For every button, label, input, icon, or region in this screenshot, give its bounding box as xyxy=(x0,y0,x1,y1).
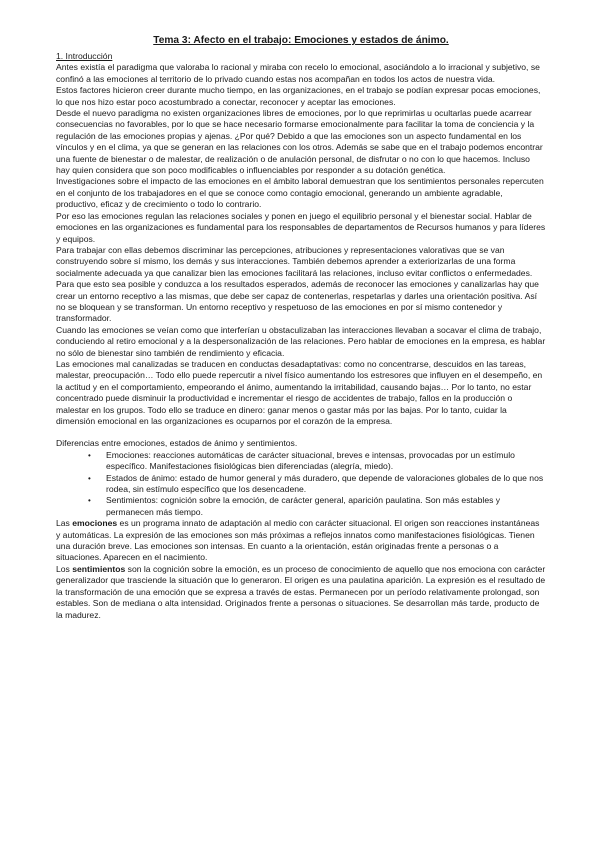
bullet-list xyxy=(56,450,546,518)
list-item-text: Sentimientos: cognición sobre la emoción, de carácter general, aparición paulatina. Son más estables y permanecen más tiempo. xyxy=(106,495,501,517)
list-item-text: Estados de ánimo: estado de humor general y más duradero, que depende de valoraciones globales de lo que nos rodea, sin estímulo específico que los desencadene. xyxy=(106,472,544,495)
spacer xyxy=(56,427,546,438)
paragraph: Por eso las emociones regulan las relaciones sociales y ponen en juego el equilibrio personal y el bienestar social. Hablar de emociones en las organizaciones es fundamental para los responsables de departamentos de Recursos humanos y para líderes y equipos. xyxy=(56,210,546,244)
sentimientos-text: son la cognición sobre la emoción, es un proceso de conocimiento de aquello que nos emociona con carácter generalizador que trasciende la situación que lo generaron. El origen es una paulatina aparición. La expresión es el resultado de la transformación de una emoción que se expresa a través de estas. Permanecen por un período relativamente prolongad, son estables. Son de mediana o alta intensidad. Originados frente a personas o situaciones. Se desarrollan más tarde, producto de la madurez. xyxy=(56,563,546,620)
paragraph: Antes existía el paradigma que valoraba lo racional y miraba con recelo lo emocional, asociándolo a lo irracional y subjetivo, se confinó a las emociones al territorio de lo privado cuando estas nos acompañan en todos los actos de nuestra vida. xyxy=(56,62,540,84)
emociones-text: es un programa innato de adaptación al medio con carácter situacional. El origen son reacciones instantáneas y automáticas. La expresión de las emociones son más próximas a reflejos innatos como manifestaciones fisiológicas. Tienen una duración breve. Las emociones son intensas. En cuanto a la orientación, están originadas frente a personas o a situaciones. Aparecen en el nacimiento. xyxy=(56,518,540,563)
bullet-icon: • xyxy=(88,473,91,483)
differences-heading: Diferencias entre emociones, estados de ánimo y sentimientos. xyxy=(56,438,298,449)
list-item xyxy=(88,449,546,473)
emociones-lead: Las xyxy=(56,518,73,529)
list-item xyxy=(88,472,546,496)
document-page xyxy=(56,34,546,621)
section-heading: 1. Introducción xyxy=(56,51,113,61)
paragraph: Cuando las emociones se veían como que interferían u obstaculizaban las interacciones llevaban a socavar el clima de trabajo, conduciendo al retiro emocional y a la despersonalización de las relaciones. Pero hablar de emociones en la empresa, es hablar no sólo de bienestar sino también de rendimiento y eficacia. xyxy=(56,324,546,358)
page-title: Tema 3: Afecto en el trabajo: Emociones y estados de ánimo. xyxy=(153,35,449,46)
bullet-icon: • xyxy=(88,496,91,506)
emociones-paragraph xyxy=(56,518,546,564)
list-item-text: Emociones: reacciones automáticas de carácter situacional, breves e intensas, provocadas por un estímulo específico. Manifestaciones fisiológicas bien diferenciadas (alegría, miedo). xyxy=(106,449,515,472)
sentimientos-paragraph xyxy=(56,564,546,621)
paragraph: Desde el nuevo paradigma no existen organizaciones libres de emociones, por lo que reprimirlas u ocultarlas puede acarrear consecuencias no favorables, por lo que se hace necesario formarse emocionalmente para facilitar la toma de conciencia y la regulación de las emociones propias y ajenas. ¿Por qué? Debido a que las emociones son un aspecto fundamental en los vínculos y en el clima, ya que se generan en las relaciones con los otros. Además se sabe que en el trabajo podemos encontrar una fuente de bienestar o de malestar, de realización o de anulación personal, de disfrutar o no con lo que hacemos. Incluso hay quien considera que son poco modificables o influenciables por responder a su dotación genética. xyxy=(56,108,543,176)
paragraph: Investigaciones sobre el impacto de las emociones en el ámbito laboral demuestran que los sentimientos personales repercuten en el conjunto de los trabajadores en el que se conoce como contagio emocional, generando un ambiente agradable, productivo, eficaz y de crecimiento o todo lo contrario. xyxy=(56,176,544,210)
paragraph: Las emociones mal canalizadas se traducen en conductas desadaptativas: como no concentrarse, descuidos en las tareas, malestar, preocupación… Todo ello puede repercutir a nivel físico aumentando los estresores que influyen en el desempeño, en la actitud y en el comportamiento, empeorando el ánimo, aumentando la irritabilidad, causando bajas… Por lo tanto, no estar concentrado puede disminuir la productividad e incrementar el riesgo de accidentes de trabajo, fallos en la producción o malestar en los grupos. Todo ello se traduce en dinero: ganar menos o gastar más por las bajas. Por lo tanto, cuidar la dimensión emocional en las organizaciones es ocuparnos por el corazón de la empresa. xyxy=(56,358,543,426)
emociones-term: emociones xyxy=(72,518,118,529)
paragraph: Para trabajar con ellas debemos discriminar las percepciones, atribuciones y representaciones valorativas que se van construyendo sobre sí mismo, los demás y sus interacciones. También debemos aprender a exteriorizarlas de una forma socialmente adecuada ya que canalizar bien las emociones facilitará las relaciones, incluso evitar conflictos o enfermedades. Para que esto sea posible y conduzca a los resultados esperados, además de reconocer las emociones y canalizarlas hay que crear un entorno receptivo a las mismas, que debe ser capaz de contenerlas, respetarlas y darles una orientación positiva. Así no se bloquean y se transforman. Un entorno receptivo y respetuoso de las emociones en por sí mismo contenedor y transformador. xyxy=(56,244,539,324)
bullet-icon: • xyxy=(88,450,91,460)
list-item xyxy=(88,495,546,518)
sentimientos-term: sentimientos xyxy=(72,563,126,574)
sentimientos-lead: Los xyxy=(56,563,73,574)
paragraph: Estos factores hicieron creer durante mucho tiempo, en las organizaciones, en el trabajo se podían expresar pocas emociones, lo que nos hizo estar poco acostumbrado a conectar, reconocer y aceptar las emociones. xyxy=(56,85,541,107)
